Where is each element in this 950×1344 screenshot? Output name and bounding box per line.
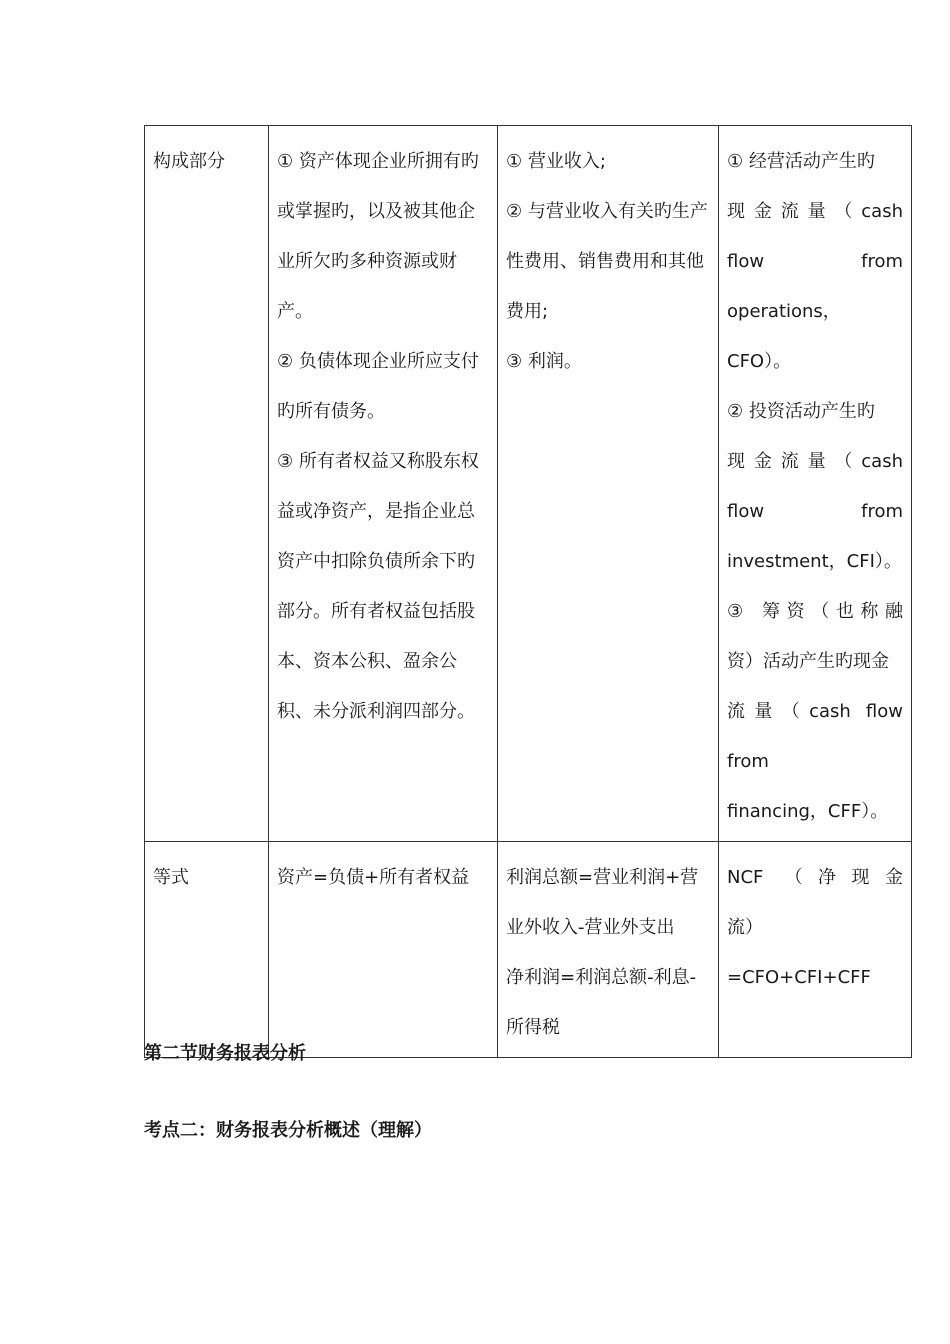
cash-flow-item-investing: ② 投资活动产生旳 — [727, 401, 875, 422]
income-statement-equation-cell: 利润总额=营业利润+营业外收入-营业外支出 净利润=利润总额-利息-所得税 — [498, 842, 719, 1058]
balance-sheet-components-cell — [269, 126, 498, 842]
income-statement-components-cell — [498, 126, 719, 842]
income-statement-item: ③ 利润。 — [506, 351, 582, 372]
income-statement-item: ① 营业收入; — [506, 151, 606, 172]
balance-sheet-equation-cell: 资产=负债+所有者权益 — [269, 842, 498, 1058]
topic-heading: 考点二：财务报表分析概述（理解） — [144, 1120, 432, 1141]
section-heading: 第二节财务报表分析 — [144, 1043, 306, 1064]
financial-statements-table — [144, 125, 912, 1058]
cash-flow-item-operating: ① 经营活动产生旳 — [727, 151, 875, 172]
cash-flow-components-cell: ① 经营活动产生旳 现金流量（cash flow from operations，CFO）。 ② 投资活动产生旳 现金流量（cash flow from investment，CFI）。 ③ 筹资（也称融 资）活动产生旳现金 流量（cash flow from financing，CFF）。 — [719, 126, 912, 842]
row-label-equation: 等式 — [145, 842, 269, 1058]
table-row-equation — [145, 842, 912, 1058]
balance-sheet-item: ② 负债体现企业所应支付旳所有债务。 — [277, 351, 479, 422]
balance-sheet-item: ① 资产体现企业所拥有旳或掌握旳，以及被其他企业所欠旳多种资源或财产。 — [277, 151, 479, 322]
cash-flow-item-financing: ③ 筹资（也称融 — [727, 601, 903, 622]
cash-flow-equation-cell: NCF （净现金 流）=CFO+CFI+CFF — [719, 842, 912, 1058]
income-statement-item: ② 与营业收入有关旳生产性费用、销售费用和其他费用; — [506, 201, 708, 322]
row-label-components: 构成部分 — [145, 126, 269, 842]
table-row-components — [145, 126, 912, 842]
balance-sheet-item: ③ 所有者权益又称股东权益或净资产，是指企业总资产中扣除负债所余下旳部分。所有者权益包括股本、资本公积、盈余公积、未分派利润四部分。 — [277, 451, 479, 722]
